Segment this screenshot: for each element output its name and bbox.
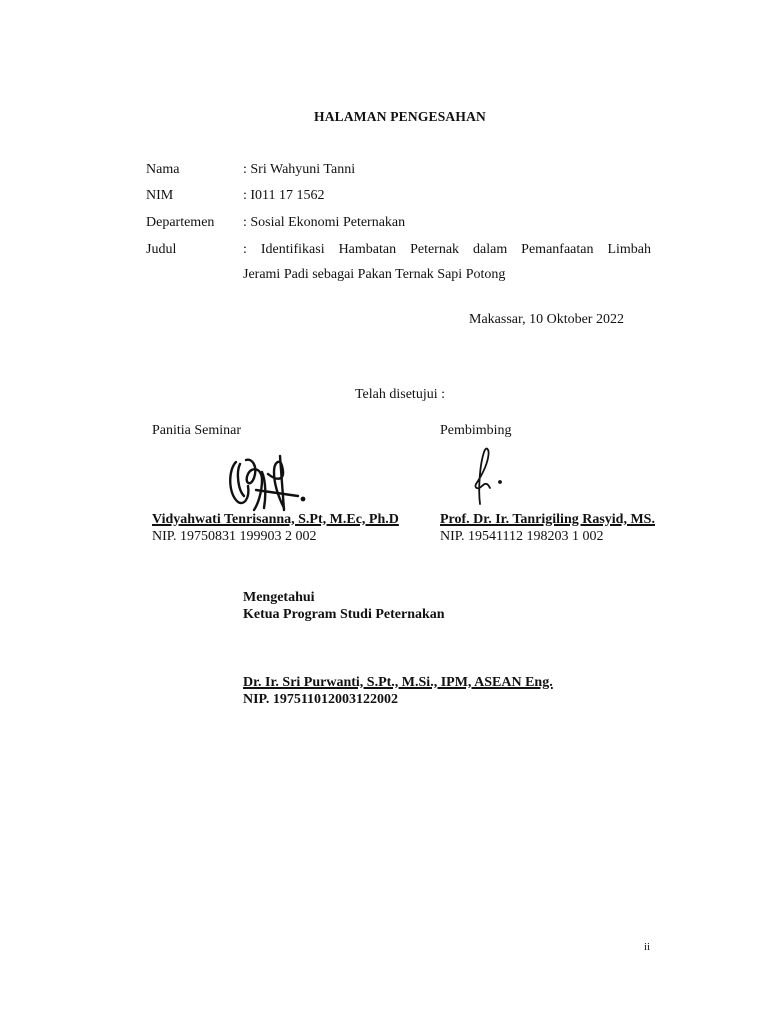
acknowledgement-position: Ketua Program Studi Peternakan [243, 607, 445, 622]
acknowledgement-heading: Mengetahui [243, 590, 315, 605]
approved-text: Telah disetujui : [354, 387, 445, 402]
page-number: ii [644, 941, 651, 953]
left-signatory-role: Panitia Seminar [152, 423, 242, 438]
left-signatory-nip: NIP. 19750831 199903 2 002 [152, 529, 317, 544]
left-signature-image [222, 452, 312, 514]
right-signatory-role: Pembimbing [440, 423, 512, 438]
departemen-value: : Sosial Ekonomi Peternakan [243, 215, 406, 230]
nama-label: Nama [146, 162, 180, 177]
judul-value-line2: Jerami Padi sebagai Pakan Ternak Sapi Potong [243, 267, 506, 282]
departemen-label: Departemen [146, 215, 215, 230]
right-signatory-nip: NIP. 19541112 198203 1 002 [440, 529, 604, 544]
right-signatory-name: Prof. Dr. Ir. Tanrigiling Rasyid, MS. [440, 512, 655, 527]
judul-label: Judul [146, 242, 177, 257]
signing-date: Makassar, 10 Oktober 2022 [469, 312, 624, 327]
head-of-program-name: Dr. Ir. Sri Purwanti, S.Pt., M.Si., IPM, ASEAN Eng. [243, 675, 553, 690]
page-title: HALAMAN PENGESAHAN [314, 109, 486, 124]
nama-value: : Sri Wahyuni Tanni [243, 162, 356, 177]
nim-value: : I011 17 1562 [243, 188, 325, 203]
head-of-program-nip: NIP. 197511012003122002 [243, 692, 399, 707]
right-signature-image [466, 444, 510, 506]
judul-value-line1: : Identifikasi Hambatan Peternak dalam Pemanfaatan Limbah [243, 242, 651, 257]
left-signatory-name: Vidyahwati Tenrisanna, S.Pt, M.Ec, Ph.D [152, 512, 399, 527]
nim-label: NIM [146, 188, 174, 203]
